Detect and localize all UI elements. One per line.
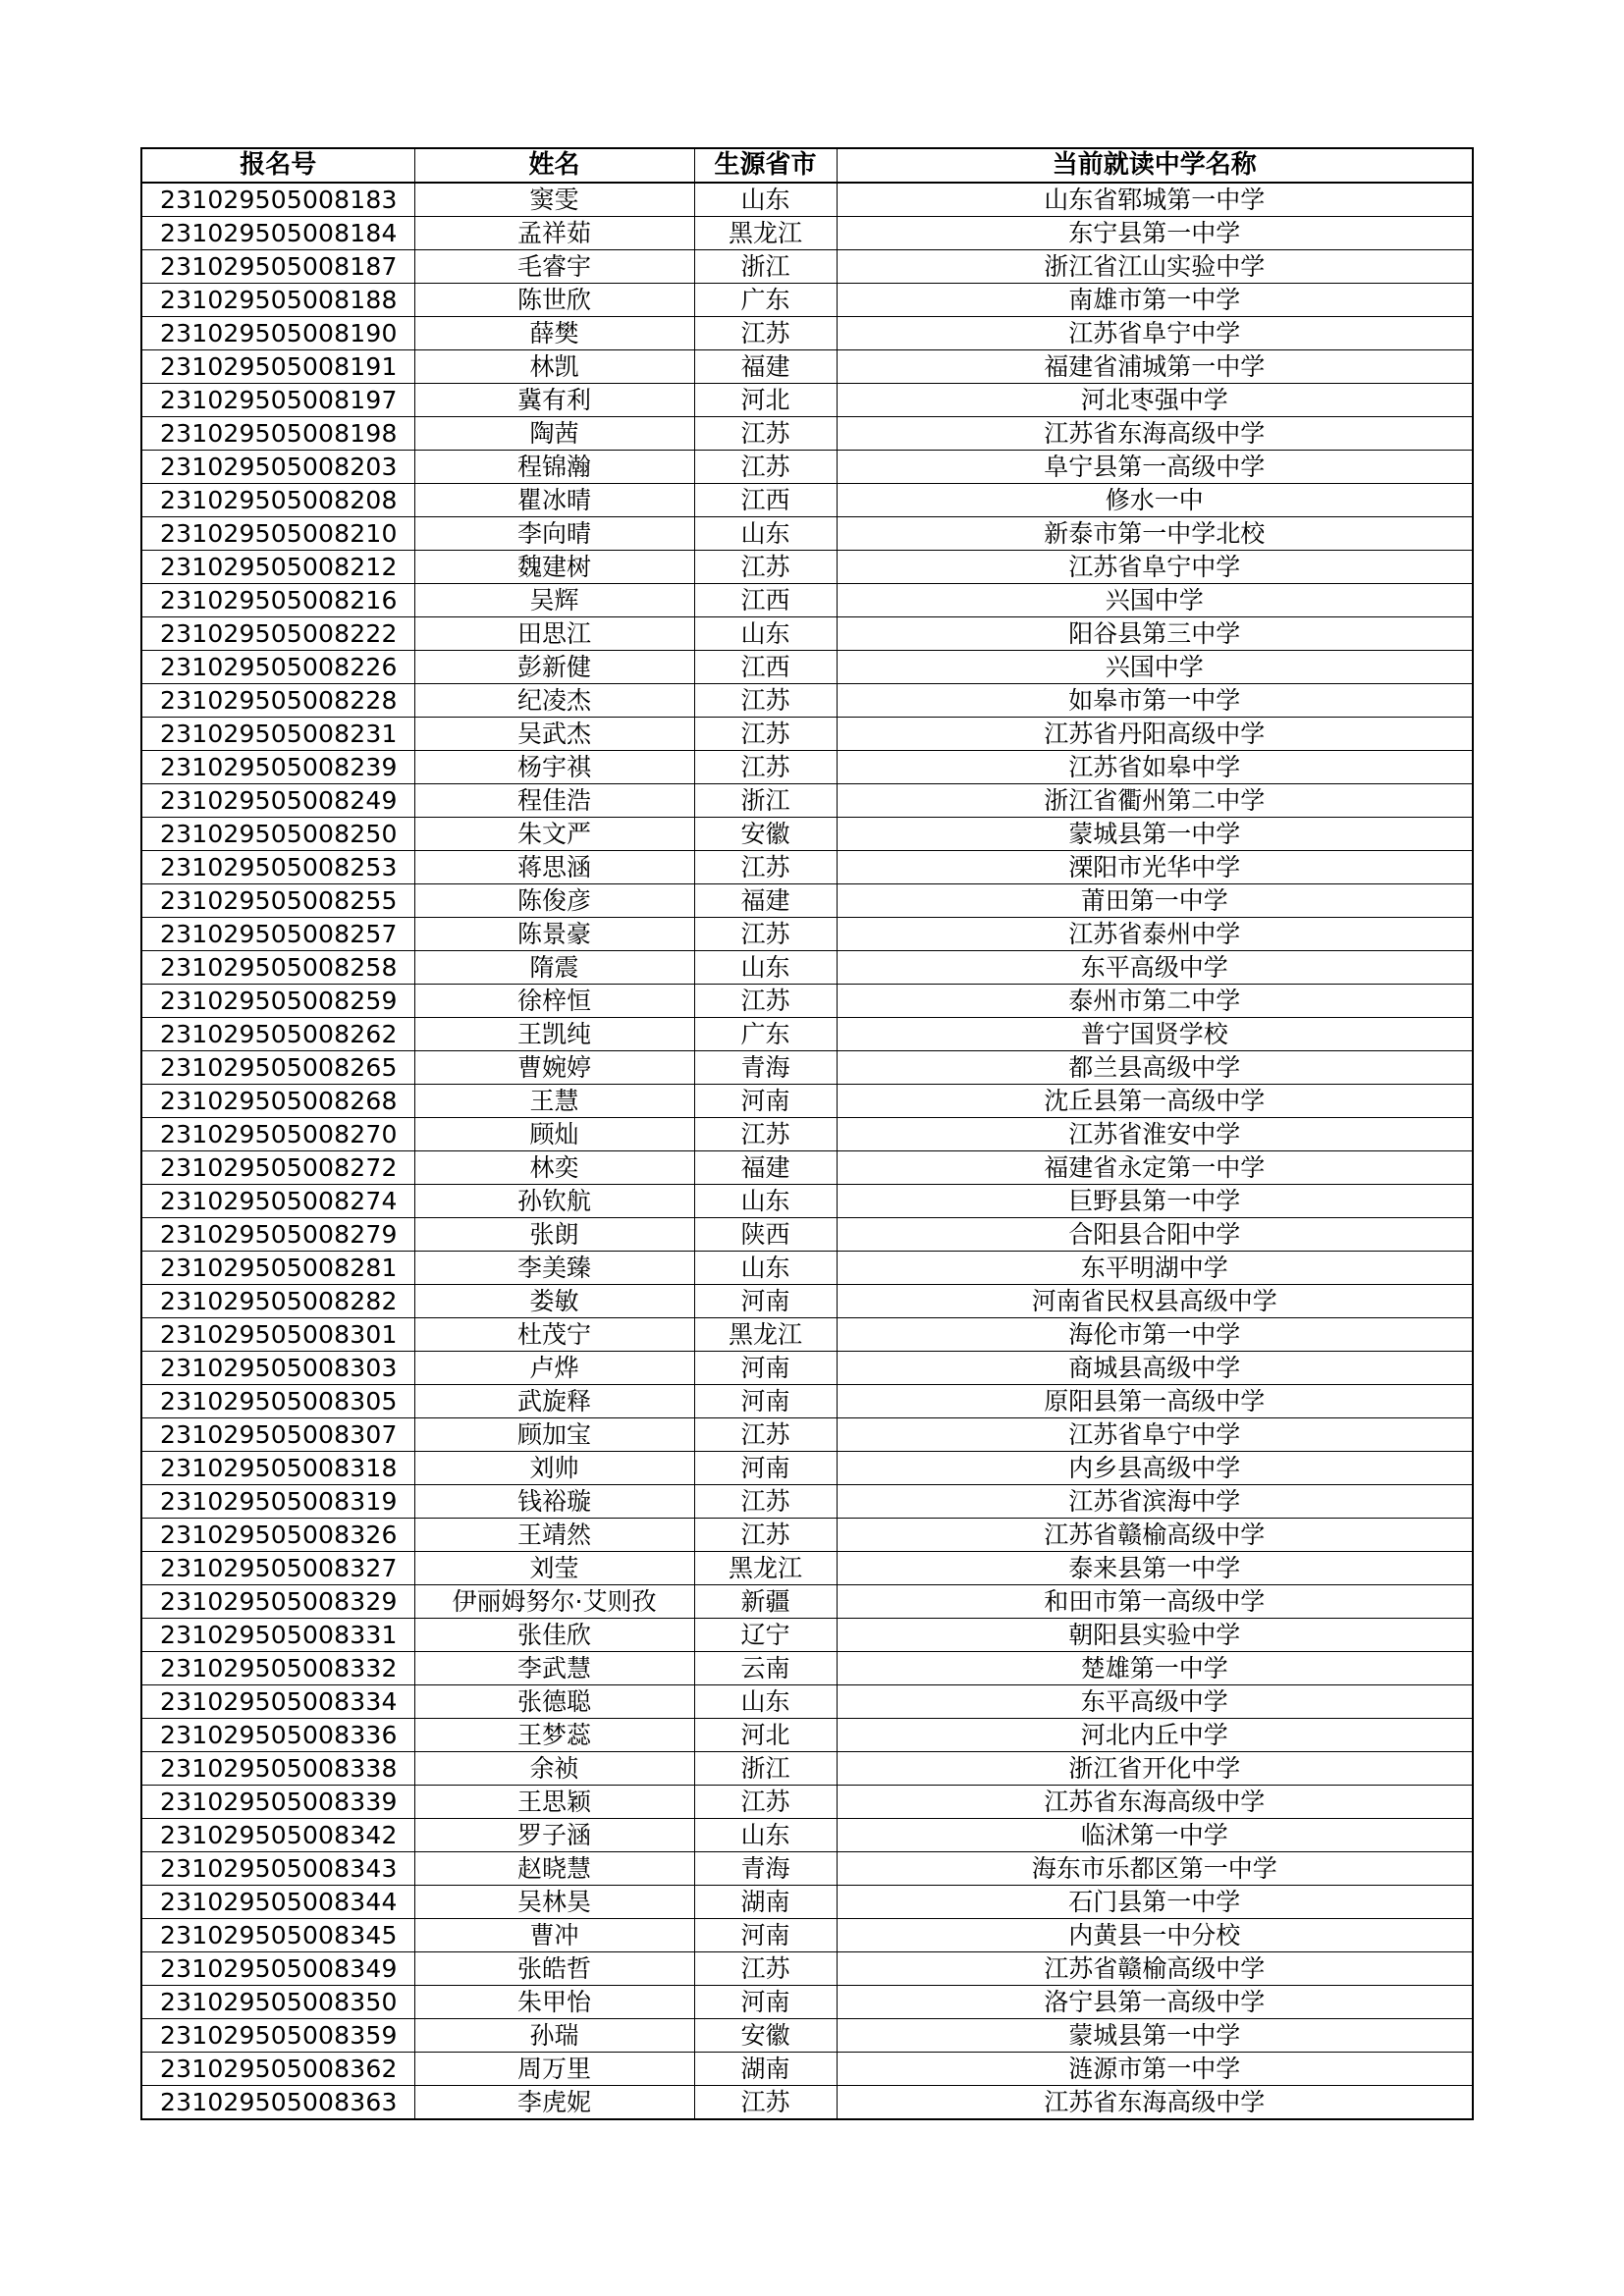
school-cell: 溧阳市光华中学 xyxy=(837,851,1473,884)
registration-number-cell: 231029505008342 xyxy=(141,1819,414,1852)
school-cell: 南雄市第一中学 xyxy=(837,284,1473,317)
school-cell: 海伦市第一中学 xyxy=(837,1318,1473,1352)
school-cell: 江苏省阜宁中学 xyxy=(837,317,1473,350)
table-row xyxy=(141,1519,1473,1552)
name-cell: 张德聪 xyxy=(414,1685,694,1719)
school-cell: 江苏省泰州中学 xyxy=(837,918,1473,951)
name-cell: 曹冲 xyxy=(414,1919,694,1952)
province-cell: 福建 xyxy=(694,884,837,918)
header-school: 当前就读中学名称 xyxy=(837,148,1473,183)
registration-number-cell: 231029505008262 xyxy=(141,1018,414,1051)
registration-number-cell: 231029505008191 xyxy=(141,350,414,384)
school-cell: 江苏省阜宁中学 xyxy=(837,551,1473,584)
table-row xyxy=(141,484,1473,517)
province-cell: 江苏 xyxy=(694,1786,837,1819)
registration-number-cell: 231029505008345 xyxy=(141,1919,414,1952)
registration-number-cell: 231029505008226 xyxy=(141,651,414,684)
school-cell: 东平高级中学 xyxy=(837,1685,1473,1719)
registration-number-cell: 231029505008307 xyxy=(141,1418,414,1452)
table-row xyxy=(141,183,1473,217)
province-cell: 福建 xyxy=(694,350,837,384)
table-row xyxy=(141,718,1473,751)
name-cell: 窦雯 xyxy=(414,183,694,217)
name-cell: 顾灿 xyxy=(414,1118,694,1151)
school-cell: 浙江省开化中学 xyxy=(837,1752,1473,1786)
table-body xyxy=(141,183,1473,2119)
name-cell: 顾加宝 xyxy=(414,1418,694,1452)
registration-number-cell: 231029505008257 xyxy=(141,918,414,951)
registration-number-cell: 231029505008255 xyxy=(141,884,414,918)
province-cell: 河北 xyxy=(694,1719,837,1752)
province-cell: 黑龙江 xyxy=(694,1318,837,1352)
province-cell: 山东 xyxy=(694,617,837,651)
province-cell: 河南 xyxy=(694,1452,837,1485)
table-row xyxy=(141,1552,1473,1585)
province-cell: 河南 xyxy=(694,1285,837,1318)
school-cell: 兴国中学 xyxy=(837,651,1473,684)
school-cell: 楚雄第一中学 xyxy=(837,1652,1473,1685)
province-cell: 江西 xyxy=(694,651,837,684)
school-cell: 浙江省衢州第二中学 xyxy=(837,784,1473,818)
name-cell: 李虎妮 xyxy=(414,2086,694,2120)
name-cell: 卢烨 xyxy=(414,1352,694,1385)
province-cell: 江苏 xyxy=(694,2086,837,2120)
registration-number-cell: 231029505008329 xyxy=(141,1585,414,1619)
table-row xyxy=(141,1619,1473,1652)
registration-number-cell: 231029505008210 xyxy=(141,517,414,551)
name-cell: 纪凌杰 xyxy=(414,684,694,718)
table-row xyxy=(141,1018,1473,1051)
school-cell: 洛宁县第一高级中学 xyxy=(837,1986,1473,2019)
table-row xyxy=(141,1719,1473,1752)
registration-number-cell: 231029505008318 xyxy=(141,1452,414,1485)
name-cell: 李美臻 xyxy=(414,1252,694,1285)
registration-number-cell: 231029505008184 xyxy=(141,217,414,250)
table-row xyxy=(141,884,1473,918)
registration-number-cell: 231029505008183 xyxy=(141,183,414,217)
province-cell: 山东 xyxy=(694,1819,837,1852)
name-cell: 张皓哲 xyxy=(414,1952,694,1986)
registration-number-cell: 231029505008190 xyxy=(141,317,414,350)
registration-number-cell: 231029505008250 xyxy=(141,818,414,851)
school-cell: 泰来县第一中学 xyxy=(837,1552,1473,1585)
table-row xyxy=(141,1919,1473,1952)
table-row xyxy=(141,851,1473,884)
table-row xyxy=(141,1218,1473,1252)
table-row xyxy=(141,417,1473,451)
table-row xyxy=(141,651,1473,684)
table-row xyxy=(141,1252,1473,1285)
province-cell: 山东 xyxy=(694,1685,837,1719)
name-cell: 朱文严 xyxy=(414,818,694,851)
province-cell: 江苏 xyxy=(694,1118,837,1151)
name-cell: 杨宇祺 xyxy=(414,751,694,784)
name-cell: 瞿冰晴 xyxy=(414,484,694,517)
school-cell: 阜宁县第一高级中学 xyxy=(837,451,1473,484)
table-row xyxy=(141,1652,1473,1685)
table-row xyxy=(141,217,1473,250)
name-cell: 刘莹 xyxy=(414,1552,694,1585)
table-row xyxy=(141,250,1473,284)
name-cell: 吴武杰 xyxy=(414,718,694,751)
table-row xyxy=(141,918,1473,951)
province-cell: 辽宁 xyxy=(694,1619,837,1652)
table-row xyxy=(141,1318,1473,1352)
name-cell: 彭新健 xyxy=(414,651,694,684)
header-province: 生源省市 xyxy=(694,148,837,183)
province-cell: 江苏 xyxy=(694,1485,837,1519)
school-cell: 内乡县高级中学 xyxy=(837,1452,1473,1485)
registration-number-cell: 231029505008327 xyxy=(141,1552,414,1585)
province-cell: 山东 xyxy=(694,951,837,985)
province-cell: 黑龙江 xyxy=(694,217,837,250)
table-row xyxy=(141,1418,1473,1452)
school-cell: 莆田第一中学 xyxy=(837,884,1473,918)
registration-number-cell: 231029505008265 xyxy=(141,1051,414,1085)
school-cell: 涟源市第一中学 xyxy=(837,2053,1473,2086)
school-cell: 江苏省赣榆高级中学 xyxy=(837,1952,1473,1986)
school-cell: 东宁县第一中学 xyxy=(837,217,1473,250)
table-row xyxy=(141,1752,1473,1786)
table-row xyxy=(141,1685,1473,1719)
registration-number-cell: 231029505008339 xyxy=(141,1786,414,1819)
table-row xyxy=(141,1185,1473,1218)
header-name: 姓名 xyxy=(414,148,694,183)
province-cell: 河北 xyxy=(694,384,837,417)
table-row xyxy=(141,1786,1473,1819)
province-cell: 云南 xyxy=(694,1652,837,1685)
registration-number-cell: 231029505008336 xyxy=(141,1719,414,1752)
school-cell: 阳谷县第三中学 xyxy=(837,617,1473,651)
table-row xyxy=(141,1352,1473,1385)
registration-number-cell: 231029505008282 xyxy=(141,1285,414,1318)
table-row xyxy=(141,1819,1473,1852)
school-cell: 江苏省滨海中学 xyxy=(837,1485,1473,1519)
school-cell: 合阳县合阳中学 xyxy=(837,1218,1473,1252)
name-cell: 陶茜 xyxy=(414,417,694,451)
table-row xyxy=(141,617,1473,651)
name-cell: 王慧 xyxy=(414,1085,694,1118)
name-cell: 赵晓慧 xyxy=(414,1852,694,1886)
registration-number-cell: 231029505008198 xyxy=(141,417,414,451)
province-cell: 江苏 xyxy=(694,451,837,484)
registration-number-cell: 231029505008253 xyxy=(141,851,414,884)
school-cell: 如皋市第一中学 xyxy=(837,684,1473,718)
registration-number-cell: 231029505008259 xyxy=(141,985,414,1018)
registration-number-cell: 231029505008203 xyxy=(141,451,414,484)
province-cell: 江苏 xyxy=(694,1418,837,1452)
province-cell: 江苏 xyxy=(694,317,837,350)
registration-number-cell: 231029505008208 xyxy=(141,484,414,517)
name-cell: 薛樊 xyxy=(414,317,694,350)
table-row xyxy=(141,1085,1473,1118)
name-cell: 王凯纯 xyxy=(414,1018,694,1051)
table-row xyxy=(141,784,1473,818)
school-cell: 河北枣强中学 xyxy=(837,384,1473,417)
table-row xyxy=(141,985,1473,1018)
school-cell: 江苏省淮安中学 xyxy=(837,1118,1473,1151)
province-cell: 江苏 xyxy=(694,1952,837,1986)
name-cell: 蒋思涵 xyxy=(414,851,694,884)
registration-number-cell: 231029505008334 xyxy=(141,1685,414,1719)
name-cell: 朱甲怡 xyxy=(414,1986,694,2019)
school-cell: 福建省浦城第一中学 xyxy=(837,350,1473,384)
name-cell: 孙钦航 xyxy=(414,1185,694,1218)
province-cell: 青海 xyxy=(694,1051,837,1085)
name-cell: 杜茂宁 xyxy=(414,1318,694,1352)
school-cell: 福建省永定第一中学 xyxy=(837,1151,1473,1185)
name-cell: 李武慧 xyxy=(414,1652,694,1685)
province-cell: 安徽 xyxy=(694,818,837,851)
name-cell: 伊丽姆努尔·艾则孜 xyxy=(414,1585,694,1619)
province-cell: 山东 xyxy=(694,517,837,551)
table-row xyxy=(141,1118,1473,1151)
table-row xyxy=(141,1886,1473,1919)
province-cell: 浙江 xyxy=(694,1752,837,1786)
table-row xyxy=(141,384,1473,417)
province-cell: 江苏 xyxy=(694,1519,837,1552)
table-row xyxy=(141,1852,1473,1886)
table-row xyxy=(141,1986,1473,2019)
registration-number-cell: 231029505008222 xyxy=(141,617,414,651)
name-cell: 程佳浩 xyxy=(414,784,694,818)
name-cell: 吴辉 xyxy=(414,584,694,617)
school-cell: 浙江省江山实验中学 xyxy=(837,250,1473,284)
name-cell: 王梦蕊 xyxy=(414,1719,694,1752)
table-row xyxy=(141,517,1473,551)
name-cell: 林凯 xyxy=(414,350,694,384)
province-cell: 江苏 xyxy=(694,985,837,1018)
school-cell: 普宁国贤学校 xyxy=(837,1018,1473,1051)
province-cell: 山东 xyxy=(694,1185,837,1218)
table-row xyxy=(141,2053,1473,2086)
name-cell: 罗子涵 xyxy=(414,1819,694,1852)
name-cell: 钱裕璇 xyxy=(414,1485,694,1519)
registration-number-cell: 231029505008319 xyxy=(141,1485,414,1519)
registration-number-cell: 231029505008228 xyxy=(141,684,414,718)
school-cell: 江苏省东海高级中学 xyxy=(837,2086,1473,2120)
registration-number-cell: 231029505008343 xyxy=(141,1852,414,1886)
registration-number-cell: 231029505008349 xyxy=(141,1952,414,1986)
name-cell: 吴林昊 xyxy=(414,1886,694,1919)
province-cell: 浙江 xyxy=(694,250,837,284)
name-cell: 王靖然 xyxy=(414,1519,694,1552)
province-cell: 浙江 xyxy=(694,784,837,818)
province-cell: 江苏 xyxy=(694,417,837,451)
table-row xyxy=(141,751,1473,784)
registration-number-cell: 231029505008187 xyxy=(141,250,414,284)
name-cell: 田思江 xyxy=(414,617,694,651)
school-cell: 山东省郓城第一中学 xyxy=(837,183,1473,217)
table-row xyxy=(141,2019,1473,2053)
roster-sheet xyxy=(140,147,1472,2120)
province-cell: 河南 xyxy=(694,1986,837,2019)
registration-number-cell: 231029505008303 xyxy=(141,1352,414,1385)
school-cell: 石门县第一中学 xyxy=(837,1886,1473,1919)
province-cell: 陕西 xyxy=(694,1218,837,1252)
province-cell: 山东 xyxy=(694,183,837,217)
school-cell: 都兰县高级中学 xyxy=(837,1051,1473,1085)
header-registration-number: 报名号 xyxy=(141,148,414,183)
table-row xyxy=(141,1585,1473,1619)
registration-number-cell: 231029505008301 xyxy=(141,1318,414,1352)
province-cell: 江西 xyxy=(694,484,837,517)
school-cell: 河北内丘中学 xyxy=(837,1719,1473,1752)
school-cell: 泰州市第二中学 xyxy=(837,985,1473,1018)
table-row xyxy=(141,818,1473,851)
name-cell: 隋震 xyxy=(414,951,694,985)
school-cell: 朝阳县实验中学 xyxy=(837,1619,1473,1652)
registration-number-cell: 231029505008338 xyxy=(141,1752,414,1786)
school-cell: 河南省民权县高级中学 xyxy=(837,1285,1473,1318)
school-cell: 东平高级中学 xyxy=(837,951,1473,985)
school-cell: 江苏省东海高级中学 xyxy=(837,417,1473,451)
province-cell: 安徽 xyxy=(694,2019,837,2053)
registration-number-cell: 231029505008274 xyxy=(141,1185,414,1218)
name-cell: 陈俊彦 xyxy=(414,884,694,918)
school-cell: 巨野县第一中学 xyxy=(837,1185,1473,1218)
registration-number-cell: 231029505008279 xyxy=(141,1218,414,1252)
registration-number-cell: 231029505008270 xyxy=(141,1118,414,1151)
school-cell: 江苏省东海高级中学 xyxy=(837,1786,1473,1819)
registration-number-cell: 231029505008231 xyxy=(141,718,414,751)
table-row xyxy=(141,317,1473,350)
registration-number-cell: 231029505008272 xyxy=(141,1151,414,1185)
table-row xyxy=(141,350,1473,384)
province-cell: 河南 xyxy=(694,1085,837,1118)
name-cell: 魏建树 xyxy=(414,551,694,584)
province-cell: 黑龙江 xyxy=(694,1552,837,1585)
table-row xyxy=(141,1285,1473,1318)
table-row xyxy=(141,951,1473,985)
school-cell: 和田市第一高级中学 xyxy=(837,1585,1473,1619)
province-cell: 湖南 xyxy=(694,2053,837,2086)
school-cell: 江苏省阜宁中学 xyxy=(837,1418,1473,1452)
name-cell: 刘帅 xyxy=(414,1452,694,1485)
name-cell: 张朗 xyxy=(414,1218,694,1252)
province-cell: 江苏 xyxy=(694,918,837,951)
province-cell: 河南 xyxy=(694,1919,837,1952)
name-cell: 曹婉婷 xyxy=(414,1051,694,1085)
name-cell: 娄敏 xyxy=(414,1285,694,1318)
school-cell: 江苏省如皋中学 xyxy=(837,751,1473,784)
province-cell: 江苏 xyxy=(694,751,837,784)
school-cell: 蒙城县第一中学 xyxy=(837,2019,1473,2053)
registration-number-cell: 231029505008359 xyxy=(141,2019,414,2053)
table-row xyxy=(141,1151,1473,1185)
table-row xyxy=(141,284,1473,317)
province-cell: 广东 xyxy=(694,284,837,317)
province-cell: 江西 xyxy=(694,584,837,617)
registration-number-cell: 231029505008188 xyxy=(141,284,414,317)
name-cell: 孙瑞 xyxy=(414,2019,694,2053)
registration-number-cell: 231029505008197 xyxy=(141,384,414,417)
province-cell: 山东 xyxy=(694,1252,837,1285)
province-cell: 湖南 xyxy=(694,1886,837,1919)
province-cell: 江苏 xyxy=(694,551,837,584)
name-cell: 李向晴 xyxy=(414,517,694,551)
name-cell: 陈景豪 xyxy=(414,918,694,951)
province-cell: 江苏 xyxy=(694,851,837,884)
province-cell: 河南 xyxy=(694,1352,837,1385)
province-cell: 江苏 xyxy=(694,718,837,751)
name-cell: 陈世欣 xyxy=(414,284,694,317)
school-cell: 东平明湖中学 xyxy=(837,1252,1473,1285)
name-cell: 冀有利 xyxy=(414,384,694,417)
province-cell: 新疆 xyxy=(694,1585,837,1619)
school-cell: 新泰市第一中学北校 xyxy=(837,517,1473,551)
name-cell: 林奕 xyxy=(414,1151,694,1185)
roster-table xyxy=(140,147,1474,2120)
province-cell: 广东 xyxy=(694,1018,837,1051)
name-cell: 毛睿宇 xyxy=(414,250,694,284)
registration-number-cell: 231029505008281 xyxy=(141,1252,414,1285)
registration-number-cell: 231029505008216 xyxy=(141,584,414,617)
table-row xyxy=(141,1452,1473,1485)
school-cell: 内黄县一中分校 xyxy=(837,1919,1473,1952)
school-cell: 江苏省丹阳高级中学 xyxy=(837,718,1473,751)
province-cell: 江苏 xyxy=(694,684,837,718)
registration-number-cell: 231029505008239 xyxy=(141,751,414,784)
province-cell: 福建 xyxy=(694,1151,837,1185)
name-cell: 余祯 xyxy=(414,1752,694,1786)
school-cell: 兴国中学 xyxy=(837,584,1473,617)
registration-number-cell: 231029505008249 xyxy=(141,784,414,818)
school-cell: 沈丘县第一高级中学 xyxy=(837,1085,1473,1118)
name-cell: 周万里 xyxy=(414,2053,694,2086)
name-cell: 武旋释 xyxy=(414,1385,694,1418)
name-cell: 程锦瀚 xyxy=(414,451,694,484)
registration-number-cell: 231029505008212 xyxy=(141,551,414,584)
header-row xyxy=(141,148,1473,183)
registration-number-cell: 231029505008326 xyxy=(141,1519,414,1552)
name-cell: 徐梓恒 xyxy=(414,985,694,1018)
province-cell: 青海 xyxy=(694,1852,837,1886)
registration-number-cell: 231029505008332 xyxy=(141,1652,414,1685)
table-row xyxy=(141,1485,1473,1519)
school-cell: 海东市乐都区第一中学 xyxy=(837,1852,1473,1886)
province-cell: 河南 xyxy=(694,1385,837,1418)
school-cell: 商城县高级中学 xyxy=(837,1352,1473,1385)
registration-number-cell: 231029505008362 xyxy=(141,2053,414,2086)
registration-number-cell: 231029505008350 xyxy=(141,1986,414,2019)
table-row xyxy=(141,684,1473,718)
school-cell: 原阳县第一高级中学 xyxy=(837,1385,1473,1418)
registration-number-cell: 231029505008305 xyxy=(141,1385,414,1418)
table-row xyxy=(141,584,1473,617)
registration-number-cell: 231029505008258 xyxy=(141,951,414,985)
registration-number-cell: 231029505008268 xyxy=(141,1085,414,1118)
name-cell: 孟祥茹 xyxy=(414,217,694,250)
table-row xyxy=(141,451,1473,484)
school-cell: 蒙城县第一中学 xyxy=(837,818,1473,851)
name-cell: 张佳欣 xyxy=(414,1619,694,1652)
registration-number-cell: 231029505008331 xyxy=(141,1619,414,1652)
school-cell: 修水一中 xyxy=(837,484,1473,517)
table-row xyxy=(141,551,1473,584)
registration-number-cell: 231029505008363 xyxy=(141,2086,414,2120)
school-cell: 江苏省赣榆高级中学 xyxy=(837,1519,1473,1552)
school-cell: 临沭第一中学 xyxy=(837,1819,1473,1852)
registration-number-cell: 231029505008344 xyxy=(141,1886,414,1919)
table-row xyxy=(141,1952,1473,1986)
table-row xyxy=(141,1051,1473,1085)
table-row xyxy=(141,1385,1473,1418)
table-row xyxy=(141,2086,1473,2120)
name-cell: 王思颖 xyxy=(414,1786,694,1819)
